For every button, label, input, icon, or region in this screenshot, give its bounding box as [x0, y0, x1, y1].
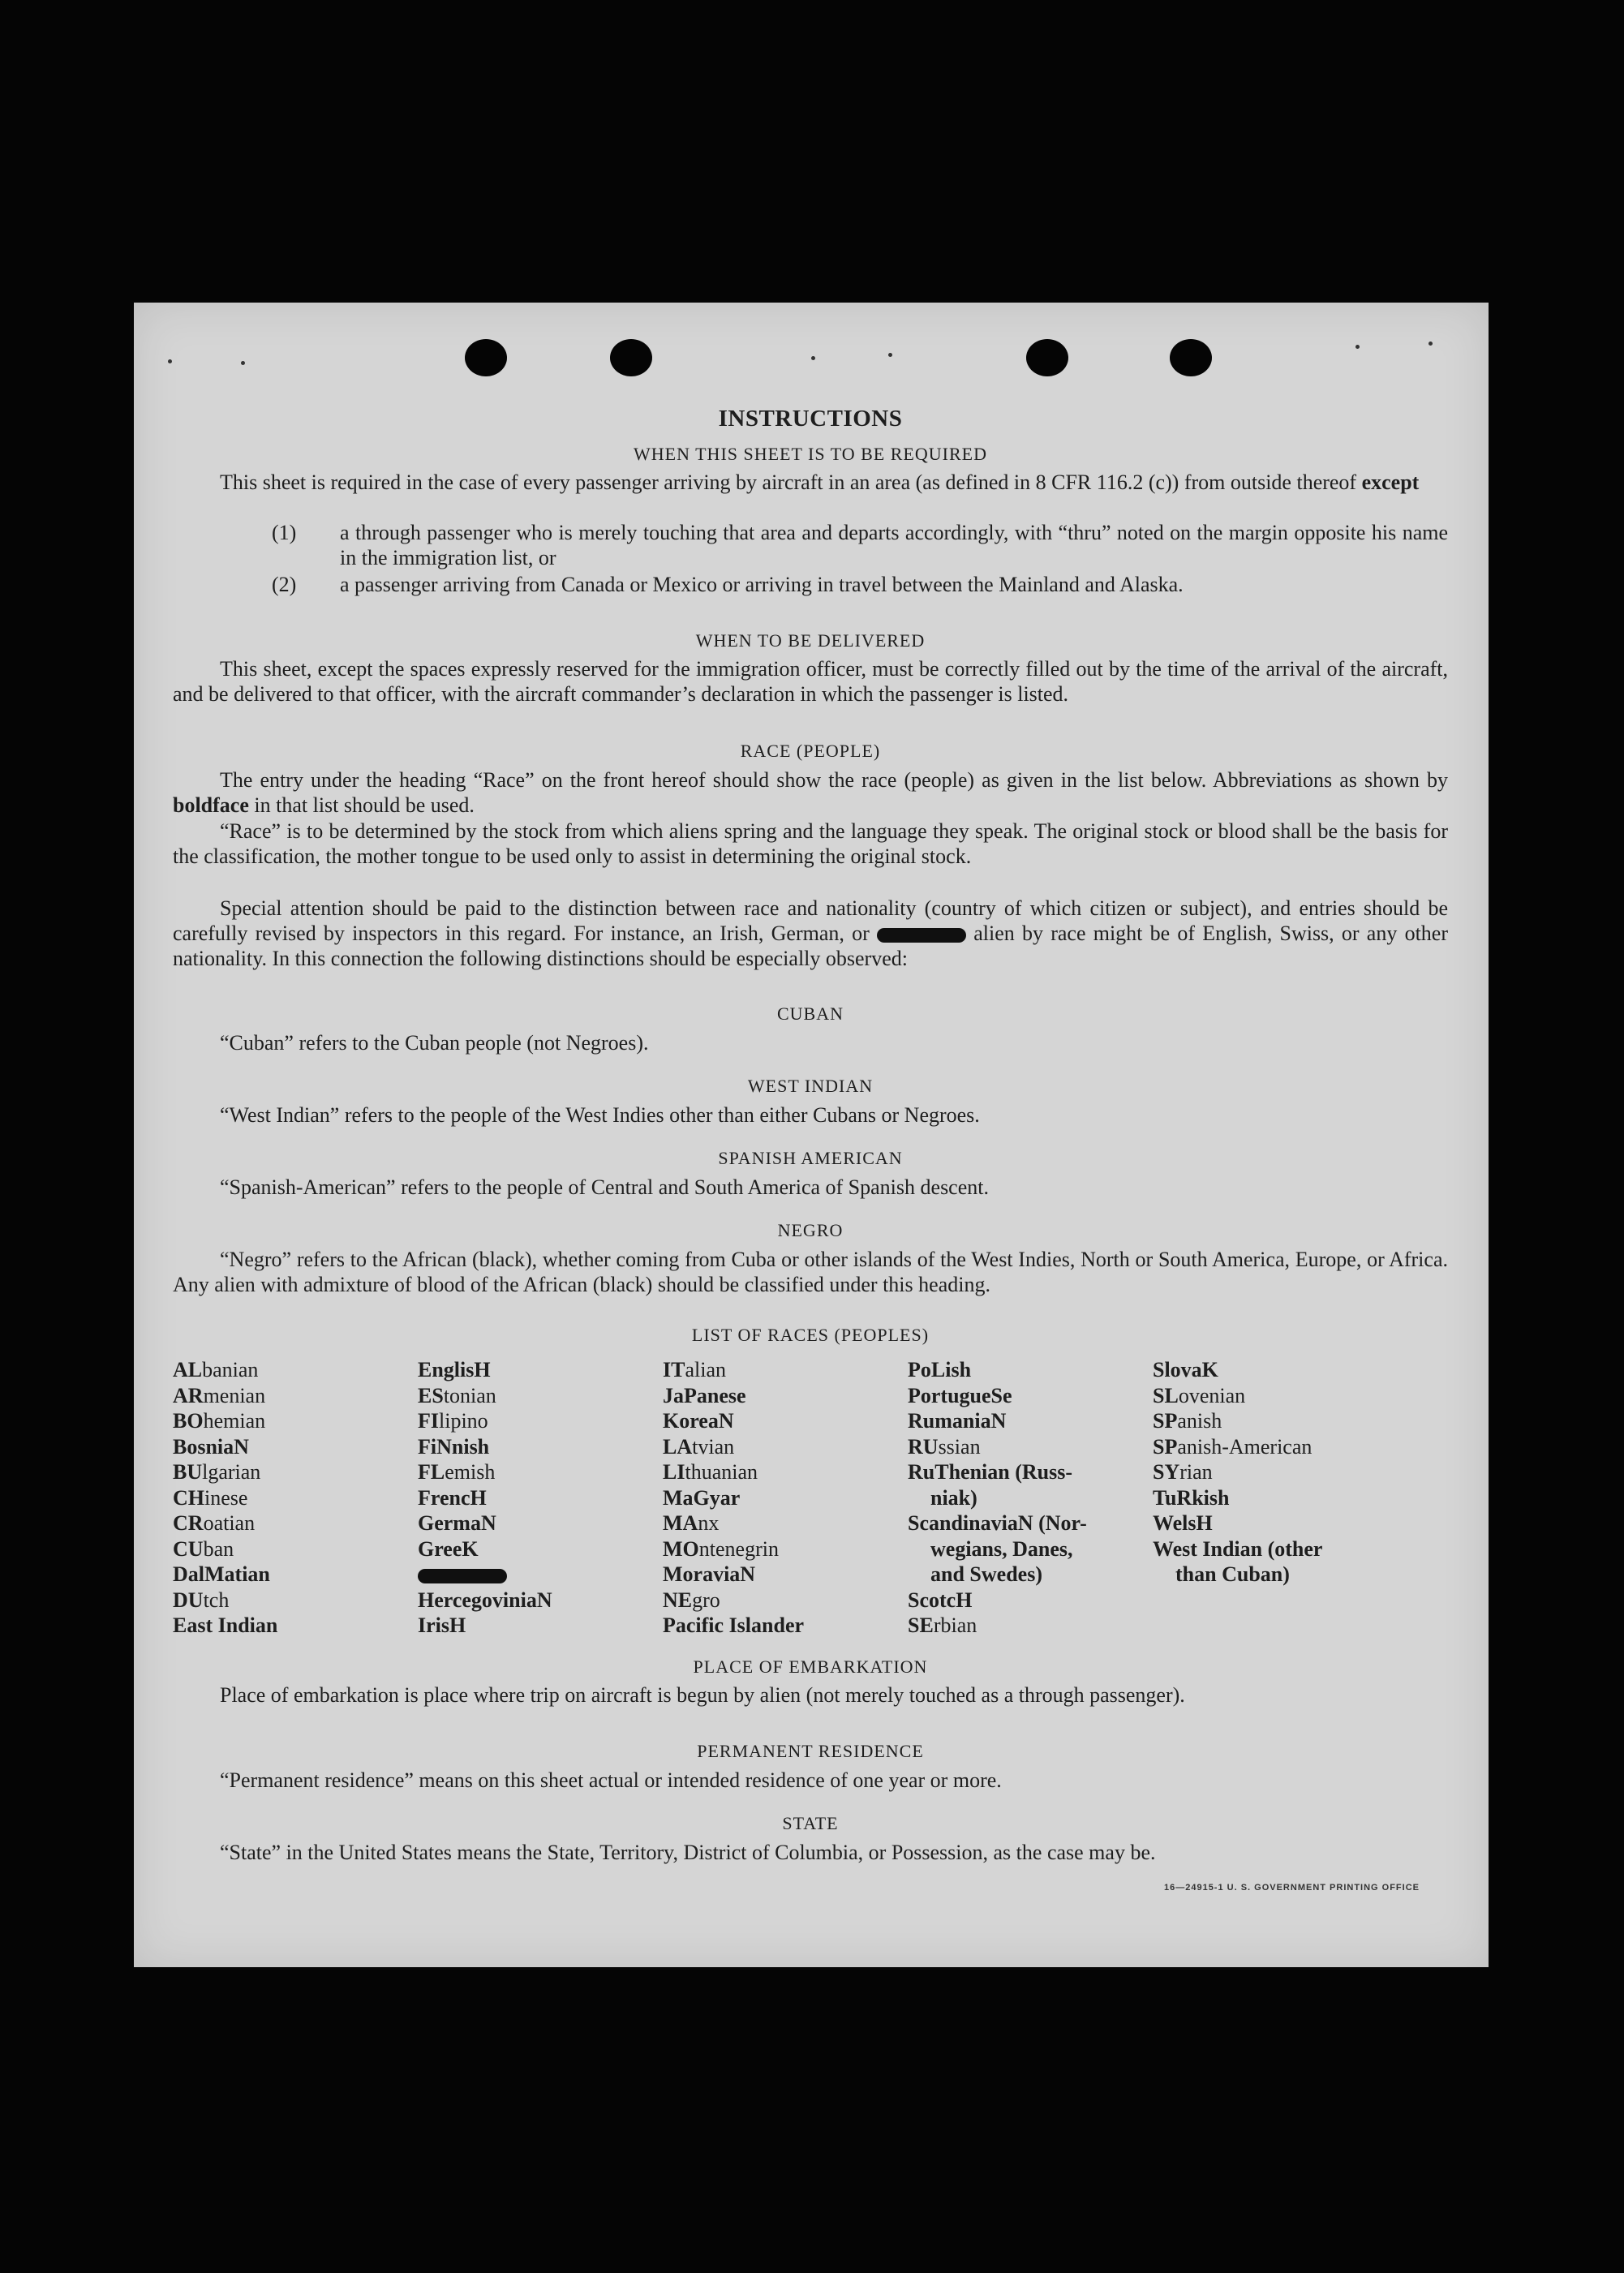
race-entry: SlovaK	[1153, 1358, 1218, 1381]
document-title: INSTRUCTIONS	[718, 406, 903, 432]
race-entry: ScandinaviaN (Nor-	[908, 1511, 1087, 1535]
race-entry: Pacific Islander	[663, 1613, 805, 1637]
race-entry: FiNnish	[418, 1434, 490, 1459]
speck	[1355, 345, 1360, 349]
race-entry: niak)	[930, 1485, 977, 1510]
race-entry: FLemish	[418, 1460, 496, 1484]
race-entry: ITalian	[663, 1358, 726, 1381]
race-entry: JaPanese	[663, 1383, 746, 1407]
race-entry: FrencH	[418, 1485, 487, 1510]
race-entry: IrisH	[418, 1613, 466, 1637]
race-entry: GermaN	[418, 1511, 496, 1535]
races-column-5	[1153, 1357, 1322, 1588]
required-intro: This sheet is required in the case of every passenger arriving by aircraft in an area (as defined in 8 CFR 116.2 (c)) from outside thereof except	[220, 470, 1420, 494]
required-item-2: (2) a passenger arriving from Canada or Mexico or arriving in travel between the Mainland and Alaska.	[272, 573, 1184, 596]
heading-spanish-american: SPANISH AMERICAN	[718, 1148, 903, 1168]
race-entry: BOhemian	[173, 1409, 266, 1433]
race-entry: BosniaN	[173, 1434, 249, 1459]
race-entry: MaGyar	[663, 1485, 741, 1510]
race-entry	[418, 1562, 552, 1588]
race-entry: CRoatian	[173, 1511, 256, 1535]
race-entry: RumaniaN	[908, 1409, 1007, 1433]
race-entry: MOntenegrin	[663, 1536, 779, 1561]
heading-required: WHEN THIS SHEET IS TO BE REQUIRED	[634, 444, 987, 464]
heading-list-of-races: LIST OF RACES (PEOPLES)	[691, 1325, 930, 1345]
race-entry: EnglisH	[418, 1358, 491, 1381]
race-entry: than Cuban)	[1175, 1562, 1290, 1586]
race-entry: PortugueSe	[908, 1383, 1012, 1407]
race-entry: LIthuanian	[663, 1460, 758, 1484]
race-paragraph-3: Special attention should be paid to the distinction between race and nationality (country of which citizen or subject), and entries should be carefully revised by inspectors in this regard. For instance, an Irish, German, or alien by race might be of English, Swiss, or any other nationality. In this connection the following distinctions should be especially observed:	[173, 896, 1448, 970]
race-entry: ALbanian	[173, 1358, 259, 1381]
race-entry: ScotcH	[908, 1588, 973, 1612]
embarkation-text: Place of embarkation is place where trip on aircraft is begun by alien (not merely touched as a through passenger).	[220, 1683, 1185, 1707]
spanish-american-text: “Spanish-American” refers to the people of Central and South America of Spanish descent.	[220, 1175, 989, 1199]
race-entry: DalMatian	[173, 1562, 270, 1586]
race-entry: SLovenian	[1153, 1383, 1246, 1407]
race-entry: CUban	[173, 1536, 234, 1561]
race-entry: West Indian (other	[1153, 1536, 1323, 1561]
punch-hole	[465, 339, 507, 376]
punch-hole	[610, 339, 652, 376]
races-column-2	[418, 1357, 552, 1639]
race-entry: CHinese	[173, 1485, 248, 1510]
heading-negro: NEGRO	[777, 1220, 844, 1240]
race-entry: RuThenian (Russ-	[908, 1460, 1073, 1484]
delivered-text: This sheet, except the spaces expressly reserved for the immigration officer, must be correctly filled out by the time of the arrival of the aircraft, and be delivered to that officer, with the aircraft commander’s declaration in which the passenger is listed.	[173, 657, 1448, 706]
race-entry: SPanish	[1153, 1409, 1222, 1433]
speck	[241, 361, 245, 365]
speck	[168, 359, 172, 363]
race-entry: SYrian	[1153, 1460, 1213, 1484]
speck	[1429, 342, 1433, 346]
race-paragraph-2: “Race” is to be determined by the stock from which aliens spring and the language they speak. The original stock or blood shall be the basis for the classification, the mother tongue to be used only to assist in determining the original stock.	[173, 819, 1448, 868]
race-entry: NEgro	[663, 1588, 720, 1612]
punch-hole	[1026, 339, 1068, 376]
race-entry: East Indian	[173, 1613, 278, 1637]
heading-state: STATE	[782, 1813, 839, 1833]
race-entry: SErbian	[908, 1613, 977, 1637]
heading-cuban: CUBAN	[776, 1003, 844, 1024]
speck	[811, 356, 815, 360]
negro-text: “Negro” refers to the African (black), whether coming from Cuba or other islands of the West Indies, North or South America, Europe, or Africa. Any alien with admixture of blood of the African (black) should be classified under this heading.	[173, 1248, 1448, 1296]
printing-office-footer: 16—24915-1 U. S. GOVERNMENT PRINTING OFFICE	[1163, 1883, 1420, 1893]
except-word: except	[1361, 470, 1420, 494]
race-entry: RUssian	[908, 1434, 981, 1459]
race-entry: wegians, Danes,	[930, 1536, 1073, 1561]
cuban-text: “Cuban” refers to the Cuban people (not Negroes).	[220, 1031, 649, 1055]
race-entry: ARmenian	[173, 1383, 266, 1407]
state-text: “State” in the United States means the State, Territory, District of Columbia, or Possession, as the case may be.	[220, 1841, 1156, 1864]
punch-hole	[1170, 339, 1212, 376]
race-paragraph-1: The entry under the heading “Race” on the front hereof should show the race (people) as given in the list below. Abbreviations as shown by boldface in that list should be used.	[173, 768, 1448, 817]
heading-permanent-residence: PERMANENT RESIDENCE	[697, 1741, 924, 1761]
speck	[888, 353, 892, 357]
races-column-1	[173, 1357, 277, 1639]
race-entry: GreeK	[418, 1536, 479, 1561]
document-sheet	[134, 303, 1489, 1967]
races-column-3	[663, 1357, 804, 1639]
heading-race: RACE (PEOPLE)	[740, 741, 881, 761]
race-entry: MAnx	[663, 1511, 720, 1535]
race-entry: HercegoviniaN	[418, 1588, 552, 1612]
race-entry: MoraviaN	[663, 1562, 756, 1586]
race-entry: WelsH	[1153, 1511, 1213, 1535]
race-entry: BUlgarian	[173, 1460, 261, 1484]
redaction-mark	[877, 928, 966, 943]
races-column-4	[908, 1357, 1087, 1639]
race-entry: PoLish	[908, 1358, 972, 1381]
required-item-1: (1) a through passenger who is merely touching that area and departs accordingly, with “thru” noted on the margin opposite his name in the immigration list, or	[272, 521, 1448, 569]
race-entry: and Swedes)	[930, 1562, 1042, 1586]
race-entry: EStonian	[418, 1383, 496, 1407]
race-entry: KoreaN	[663, 1409, 734, 1433]
heading-embarkation: PLACE OF EMBARKATION	[693, 1656, 928, 1677]
heading-delivered: WHEN TO BE DELIVERED	[695, 630, 926, 651]
heading-west-indian: WEST INDIAN	[747, 1076, 874, 1096]
permanent-residence-text: “Permanent residence” means on this sheet actual or intended residence of one year or more.	[220, 1768, 1002, 1792]
race-entry: FIlipino	[418, 1409, 488, 1433]
race-entry: LAtvian	[663, 1434, 735, 1459]
race-entry: TuRkish	[1153, 1485, 1230, 1510]
redaction-mark	[418, 1569, 507, 1583]
west-indian-text: “West Indian” refers to the people of the West Indies other than either Cubans or Negroes.	[220, 1103, 980, 1127]
race-entry: DUtch	[173, 1588, 230, 1612]
race-entry: SPanish-American	[1153, 1434, 1313, 1459]
